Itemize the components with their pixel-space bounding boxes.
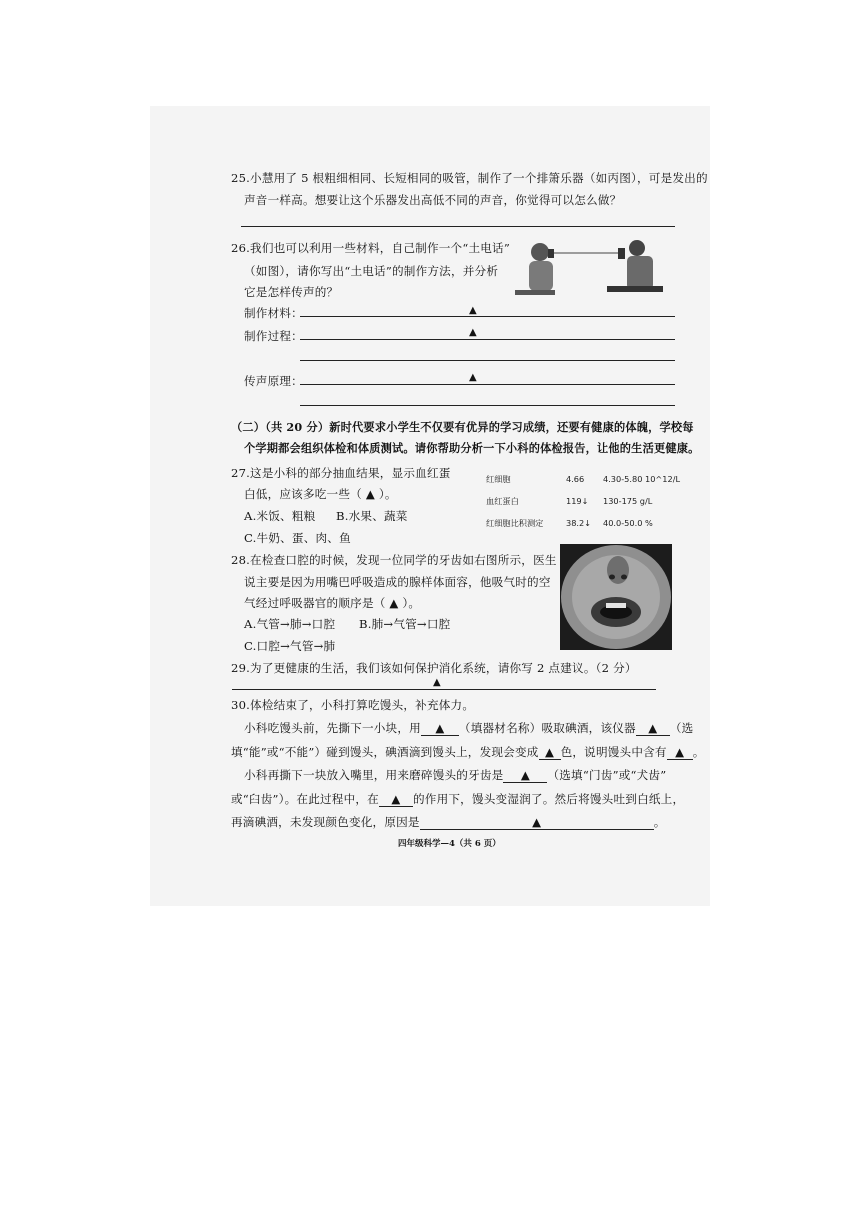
principle-answer-line-2[interactable] — [300, 405, 675, 406]
q30-text: 。 — [653, 815, 666, 829]
q26-line2: （如图），请你写出“土电话”的制作方法，并分析 — [244, 264, 499, 278]
q29-line1: 29.为了更健康的生活，我们该如何保护消化系统，请你写 2 点建议。（2 分） — [231, 661, 637, 675]
section2-line2: 个学期都会组织体检和体质测试。请你帮助分析一下小科的体检报告，让他的生活更健康。 — [244, 441, 700, 455]
q30-text: 或“臼齿”）。在此过程中，在 — [231, 792, 379, 806]
q30-paragraph-line2 — [231, 744, 705, 760]
materials-answer-line[interactable] — [300, 316, 675, 317]
q28-line3: 气经过呼吸器官的顺序是（ ▲ ）。 — [244, 596, 421, 610]
table-row-name: 血红蛋白 — [486, 496, 519, 506]
principle-label: 传声原理： — [244, 374, 303, 388]
q26-line3: 它是怎样传声的？ — [244, 285, 339, 299]
table-row-value: 38.2↓ — [566, 518, 592, 528]
page-footer: 四年级科学—4（共 6 页） — [398, 839, 501, 849]
q30-text: 再滴碘酒，未发现颜色变化，原因是 — [231, 815, 420, 829]
q30-paragraph-line4 — [231, 791, 684, 807]
table-row-range: 130-175 g/L — [603, 496, 653, 506]
q25-line2: 声音一样高。想要让这个乐器发出高低不同的声音，你觉得可以怎么做？ — [244, 193, 622, 207]
q30-text: （选填“门齿”或“犬齿” — [547, 768, 667, 782]
q30-text: （填器材名称）吸取碘酒，该仪器 — [458, 721, 636, 735]
q28-option-c[interactable]: C.口腔→气管→肺 — [244, 639, 336, 653]
q27-option-b[interactable]: B.水果、蔬菜 — [336, 509, 408, 523]
q30-blank-instrument[interactable]: ▲ — [421, 722, 459, 736]
q25-line1: 25.小慧用了 5 根粗细相同、长短相同的吸管，制作了一个排箫乐器（如丙图），可是发出的 — [231, 171, 708, 185]
q30-text: 。 — [692, 745, 705, 759]
q30-blank-teeth[interactable]: ▲ — [503, 769, 547, 783]
process-label: 制作过程： — [244, 329, 303, 343]
q30-blank-reason[interactable]: ▲ — [420, 816, 654, 830]
q30-blank-action[interactable]: ▲ — [379, 793, 413, 807]
q29-answer-line[interactable] — [232, 689, 656, 690]
q28-option-a[interactable]: A.气管→肺→口腔 — [244, 617, 336, 631]
q27-line2: 白低，应该多吃一些（ ▲ ）。 — [244, 487, 397, 501]
q30-blank-contains[interactable]: ▲ — [667, 746, 693, 760]
process-answer-line-1[interactable] — [300, 339, 675, 340]
table-row-range: 4.30-5.80 10^12/L — [603, 474, 681, 484]
q30-text: 小科再撕下一块放入嘴里，用来磨碎馒头的牙齿是 — [244, 768, 504, 782]
q30-text: 的作用下，馒头变湿润了。然后将馒头吐到白纸上， — [412, 792, 685, 806]
table-row-range: 40.0-50.0 % — [603, 518, 653, 528]
q26-line1: 26.我们也可以利用一些材料，自己制作一个“土电话” — [231, 241, 510, 255]
principle-blank-mark: ▲ — [469, 372, 477, 383]
q30-text: 色，说明馒头中含有 — [560, 745, 667, 759]
q30-text: 小科吃馒头前，先撕下一小块，用 — [244, 721, 421, 735]
principle-answer-line-1[interactable] — [300, 384, 675, 385]
q30-paragraph-line5 — [231, 814, 666, 830]
q28-line1: 28.在检查口腔的时候，发现一位同学的牙齿如右图所示，医生 — [231, 553, 557, 567]
q27-option-a[interactable]: A.米饭、粗粮 — [244, 509, 316, 523]
q28-line2: 说主要是因为用嘴巴呼吸造成的腺样体面容，他吸气时的空 — [244, 575, 551, 589]
q30-text: （选 — [669, 721, 694, 735]
q30-paragraph-line3 — [244, 767, 666, 783]
q29-blank-mark: ▲ — [433, 677, 441, 688]
q30-text: 填“能”或“不能”）碰到馒头，碘酒滴到馒头上，发现会变成 — [231, 745, 539, 759]
q30-line1: 30.体检结束了，小科打算吃馒头，补充体力。 — [231, 698, 475, 712]
q27-line1: 27.这是小科的部分抽血结果，显示血红蛋 — [231, 466, 451, 480]
mouth-breathing-photo — [560, 544, 672, 650]
tin-can-phone-illustration — [515, 234, 665, 296]
table-row-value: 119↓ — [566, 496, 589, 506]
materials-label: 制作材料： — [244, 306, 303, 320]
table-row-name: 红细胞比积测定 — [486, 518, 544, 528]
q30-blank-can-touch[interactable]: ▲ — [636, 722, 670, 736]
q28-option-b[interactable]: B.肺→气管→口腔 — [359, 617, 451, 631]
q27-option-c[interactable]: C.牛奶、蛋、肉、鱼 — [244, 531, 351, 545]
q25-answer-line[interactable] — [241, 226, 675, 227]
table-row-name: 红细胞 — [486, 474, 511, 484]
q30-paragraph-line1 — [244, 720, 693, 736]
materials-blank-mark: ▲ — [469, 305, 477, 316]
process-answer-line-2[interactable] — [300, 360, 675, 361]
q30-blank-color[interactable]: ▲ — [539, 746, 561, 760]
section2-line1: （二）（共 20 分）新时代要求小学生不仅要有优异的学习成绩，还要有健康的体魄，学校每 — [231, 420, 694, 434]
process-blank-mark: ▲ — [469, 327, 477, 338]
table-row-value: 4.66 — [566, 474, 585, 484]
